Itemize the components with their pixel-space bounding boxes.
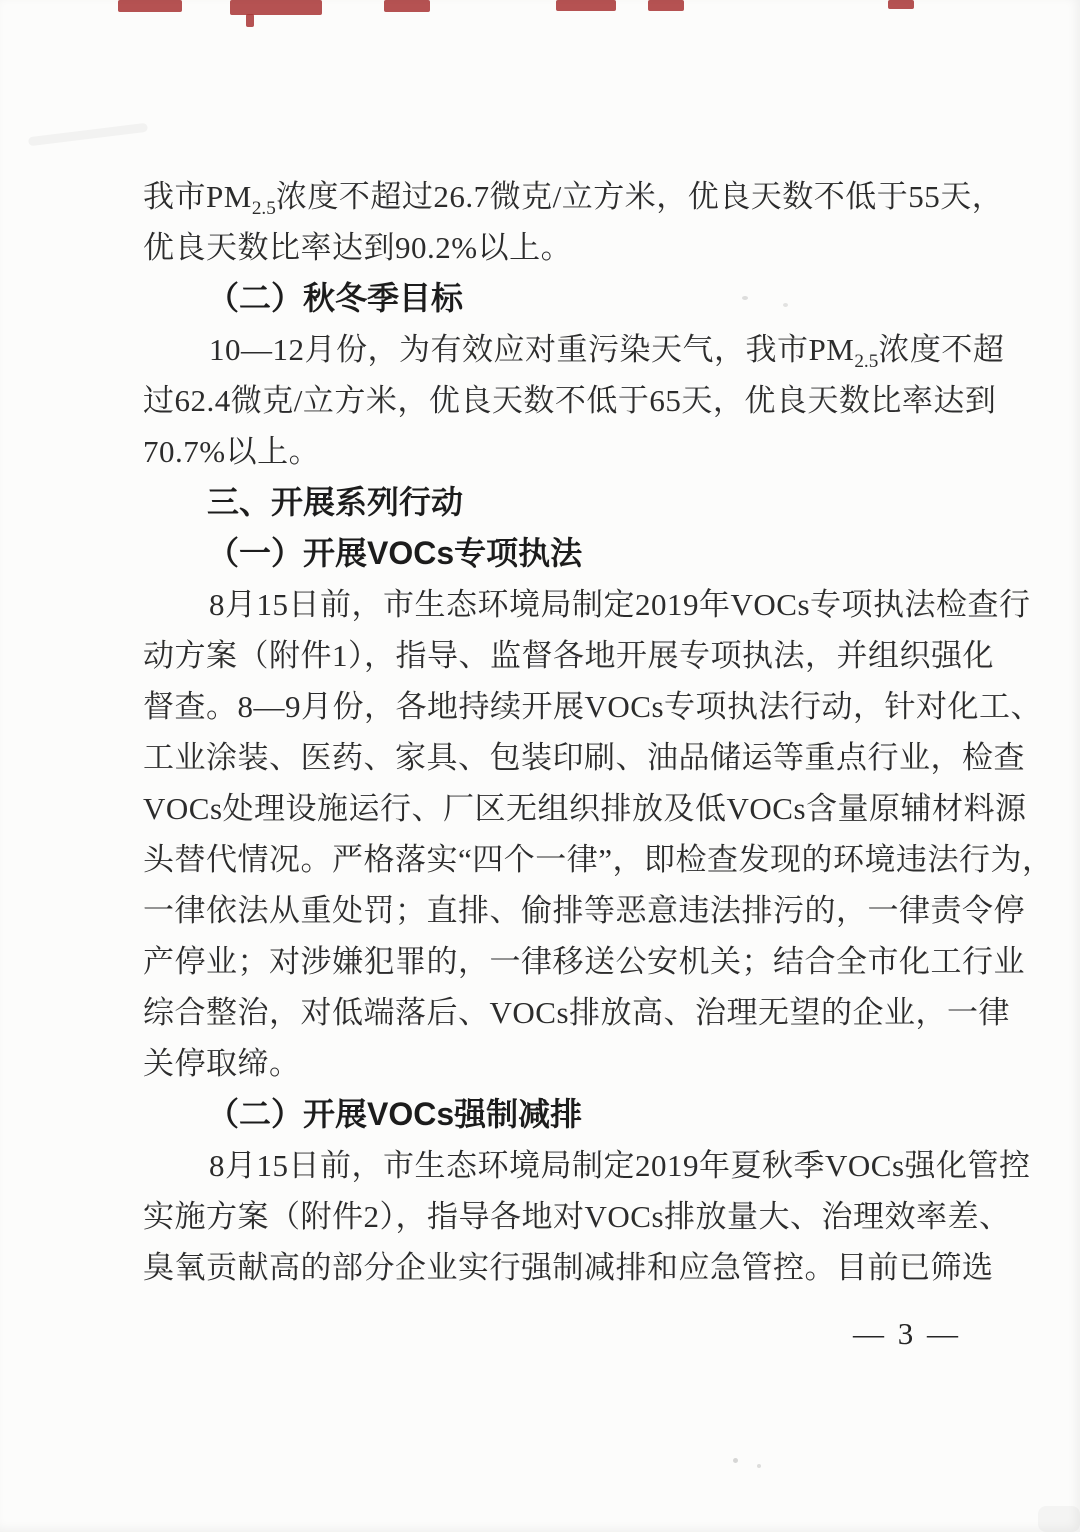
red-text-fragment (230, 0, 322, 15)
text-line: 督查。8—9月份，各地持续开展VOCs专项执法行动，针对化工、 (143, 689, 1043, 724)
section-heading-series-actions: 三、开展系列行动 (207, 484, 464, 520)
text-line: 产停业；对涉嫌犯罪的，一律移送公安机关；结合全市化工行业 (143, 944, 1025, 979)
red-text-fragment (888, 0, 914, 9)
text-line: 实施方案（附件2），指导各地对VOCs排放量大、治理效率差、 (143, 1199, 1011, 1234)
text-line: 臭氧贡献高的部分企业实行强制减排和应急管控。目前已筛选 (143, 1250, 994, 1285)
document-body (143, 171, 1054, 1293)
scan-speck (757, 1464, 761, 1468)
text-line: 优良天数比率达到90.2%以上。 (143, 230, 573, 265)
text-line: 70.7%以上。 (143, 434, 321, 469)
red-text-fragment (384, 0, 430, 12)
scan-speck (733, 1458, 738, 1463)
text-line: 我市$PM_{2.5}$浓度不超过26.7微克/立方米，优良天数不低于55天， (143, 179, 1004, 220)
text-line: 8月15日前，市生态环境局制定2019年VOCs专项执法检查行 (209, 587, 1031, 622)
red-text-fragment (556, 0, 616, 11)
text-line: 头替代情况。严格落实“四个一律”，即检查发现的环境违法行为， (143, 842, 1054, 877)
section-heading-vocs-enforcement: （一）开展VOCs专项执法 (207, 535, 583, 571)
text-line: 过62.4微克/立方米，优良天数不低于65天，优良天数比率达到 (143, 383, 997, 418)
text-line: 动方案（附件1），指导、监督各地开展专项执法，并组织强化 (143, 638, 994, 673)
text-line: 工业涂装、医药、家具、包装印刷、油品储运等重点行业，检查 (143, 740, 1025, 775)
text-line: VOCs处理设施运行、厂区无组织排放及低VOCs含量原辅材料源 (143, 791, 1027, 826)
scan-shadow (1038, 1506, 1080, 1532)
text-line: 综合整治，对低端落后、VOCs排放高、治理无望的企业，一律 (143, 995, 1011, 1030)
section-heading-autumn-winter-target: （二）秋冬季目标 (207, 280, 464, 316)
scan-smudge (28, 123, 148, 147)
red-text-fragment (246, 14, 254, 27)
text-line: 8月15日前，市生态环境局制定2019年夏秋季VOCs强化管控 (209, 1148, 1031, 1183)
text-line: 关停取缔。 (143, 1046, 301, 1081)
red-text-fragment (648, 0, 684, 11)
section-heading-vocs-reduction: （二）开展VOCs强制减排 (207, 1096, 583, 1132)
text-line: 10—12月份，为有效应对重污染天气，我市$PM_{2.5}$浓度不超 (209, 332, 1005, 373)
page-number: — 3 — (853, 1316, 961, 1351)
red-text-fragment (118, 0, 182, 12)
text-line: 一律依法从重处罚；直排、偷排等恶意违法排污的，一律责令停 (143, 893, 1025, 928)
